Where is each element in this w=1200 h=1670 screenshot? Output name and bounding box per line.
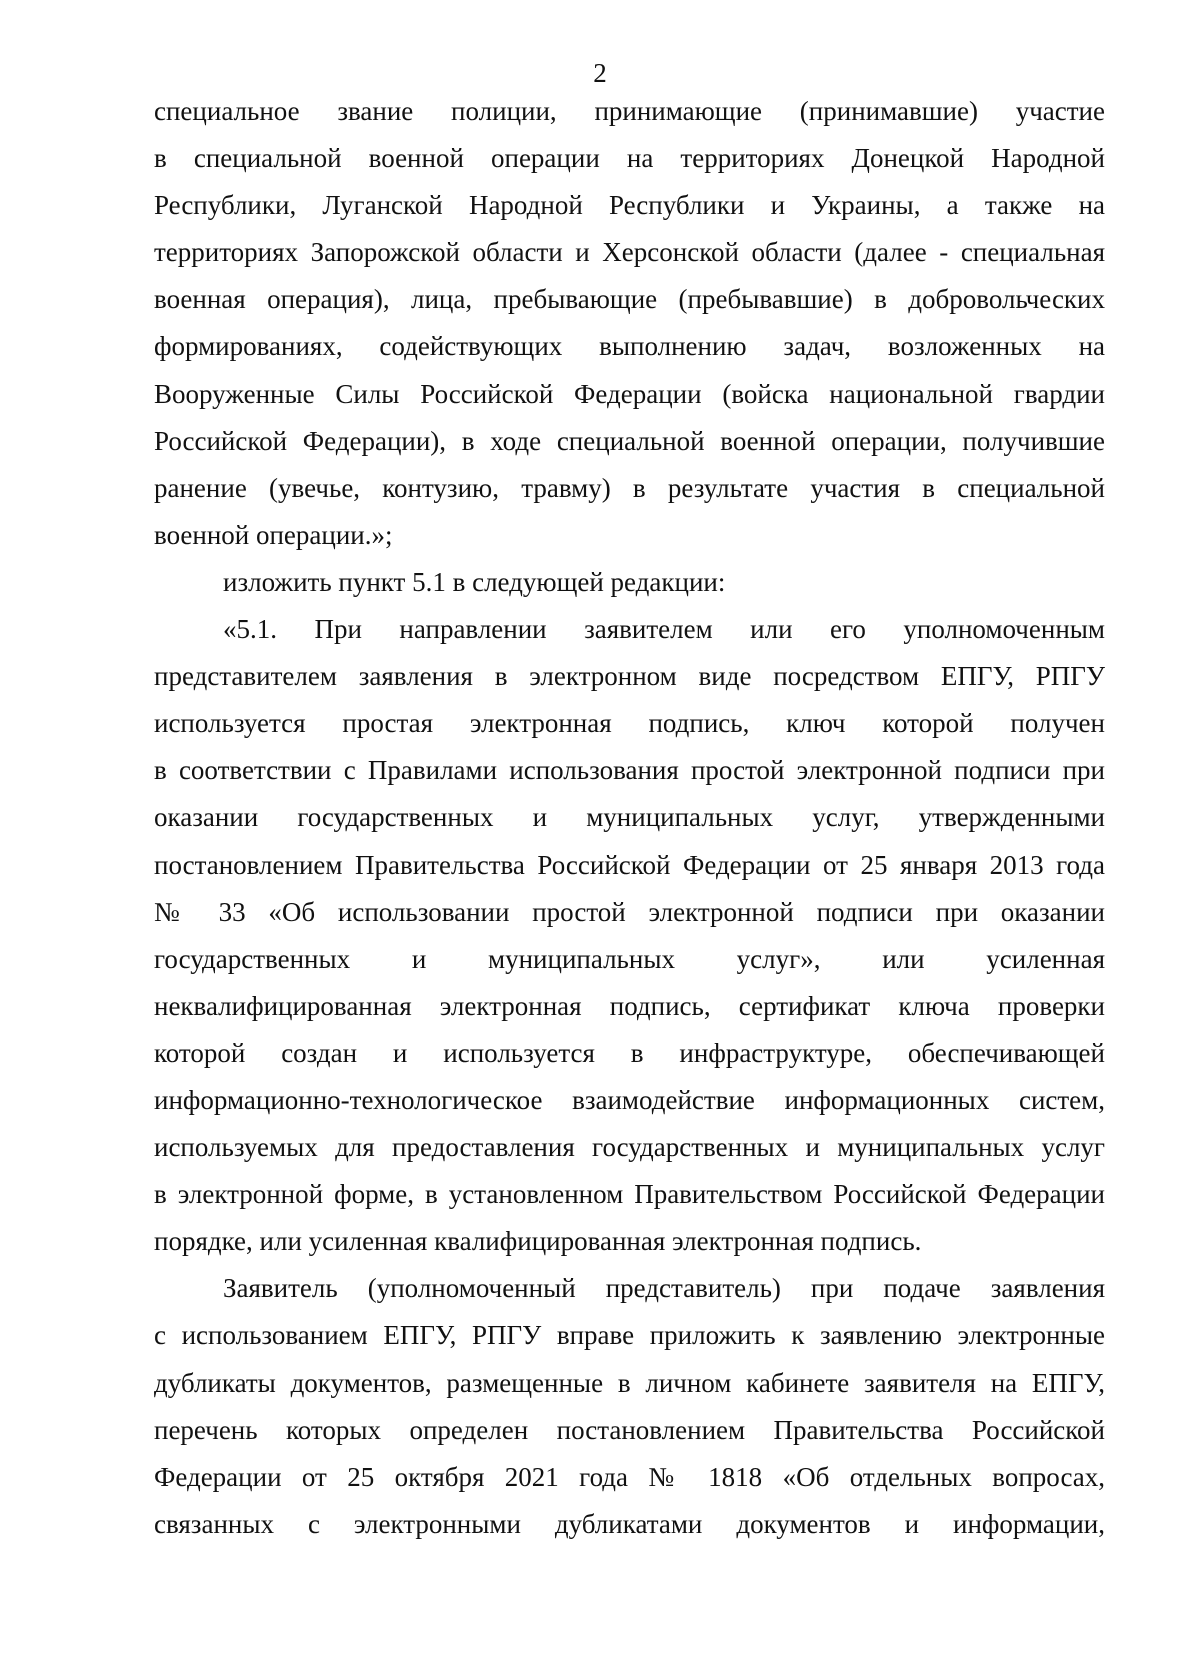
document-body bbox=[154, 88, 1105, 1548]
text-line: Республики, Луганской Народной Республики и Украины, а также на bbox=[154, 190, 1105, 221]
text-line: с использованием ЕПГУ, РПГУ вправе приложить к заявлению электронные bbox=[154, 1320, 1105, 1351]
text-line: № 33 «Об использовании простой электронной подписи при оказании bbox=[154, 896, 1105, 927]
text-line: Вооруженные Силы Российской Федерации (войска национальной гвардии bbox=[154, 378, 1105, 409]
text-line: Федерации от 25 октября 2021 года № 1818 «Об отдельных вопросах, bbox=[154, 1461, 1105, 1492]
text-line: в электронной форме, в установленном Правительством Российской Федерации bbox=[154, 1179, 1105, 1210]
text-line: используется простая электронная подпись, ключ которой получен bbox=[154, 708, 1105, 739]
text-line: в специальной военной операции на территориях Донецкой Народной bbox=[154, 143, 1105, 174]
text-line: оказании государственных и муниципальных услуг, утвержденными bbox=[154, 802, 1105, 833]
text-line: в соответствии с Правилами использования простой электронной подписи при bbox=[154, 755, 1105, 786]
text-line: дубликаты документов, размещенные в личном кабинете заявителя на ЕПГУ, bbox=[154, 1367, 1105, 1398]
text-line: которой создан и используется в инфраструктуре, обеспечивающей bbox=[154, 1037, 1105, 1068]
text-line: используемых для предоставления государственных и муниципальных услуг bbox=[154, 1132, 1105, 1163]
text-line: постановлением Правительства Российской Федерации от 25 января 2013 года bbox=[154, 849, 1105, 880]
text-line: ранение (увечье, контузию, травму) в результате участия в специальной bbox=[154, 472, 1105, 503]
text-line: изложить пункт 5.1 в следующей редакции: bbox=[223, 566, 726, 597]
text-line: перечень которых определен постановлением Правительства Российской bbox=[154, 1414, 1105, 1445]
text-line: государственных и муниципальных услуг», или усиленная bbox=[154, 943, 1105, 974]
text-line: Заявитель (уполномоченный представитель) при подаче заявления bbox=[223, 1273, 1105, 1304]
text-line: представителем заявления в электронном виде посредством ЕПГУ, РПГУ bbox=[154, 661, 1105, 692]
text-line: Российской Федерации), в ходе специальной военной операции, получившие bbox=[154, 425, 1105, 456]
text-line: порядке, или усиленная квалифицированная электронная подпись. bbox=[154, 1226, 922, 1257]
text-line: специальное звание полиции, принимающие (принимавшие) участие bbox=[154, 96, 1105, 126]
text-line: информационно-технологическое взаимодействие информационных систем, bbox=[154, 1084, 1105, 1115]
text-line: неквалифицированная электронная подпись, сертификат ключа проверки bbox=[154, 990, 1105, 1021]
page-number: 2 bbox=[593, 58, 607, 88]
text-line: связанных с электронными дубликатами документов и информации, bbox=[154, 1508, 1105, 1539]
text-line: военная операция), лица, пребывающие (пребывавшие) в добровольческих bbox=[154, 284, 1105, 315]
text-line: военной операции.»; bbox=[154, 519, 393, 550]
text-line: формированиях, содействующих выполнению задач, возложенных на bbox=[154, 331, 1105, 362]
text-line: «5.1. При направлении заявителем или его уполномоченным bbox=[223, 614, 1105, 645]
text-line: территориях Запорожской области и Херсонской области (далее - специальная bbox=[154, 237, 1105, 268]
